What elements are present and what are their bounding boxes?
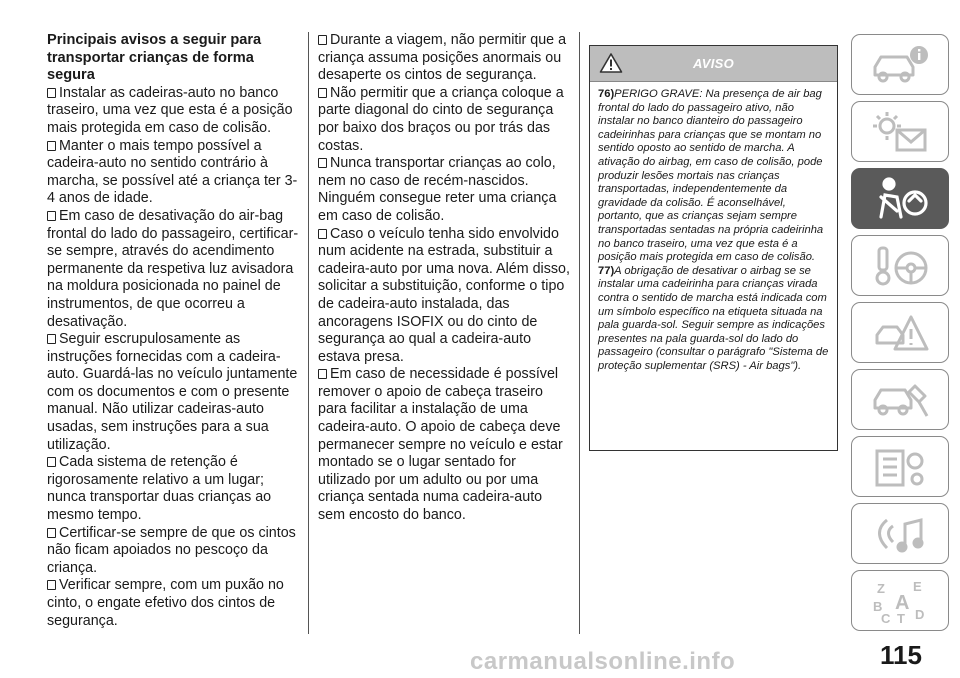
warning-title: AVISO	[693, 56, 734, 71]
data-gear-icon	[867, 443, 933, 491]
warning-header	[590, 46, 837, 82]
tab-alphabet-index[interactable]	[851, 570, 949, 631]
checkbox-bullet-icon	[47, 211, 56, 221]
checkbox-bullet-icon	[318, 158, 327, 168]
list-item: Seguir escrupulosamente as instruções fornecidas com a cadeira-auto. Guardá-las no veículo juntamente com os documentos e com o presente manual. Não utilizar cadeiras-auto usadas, sem instruções para a sua utilização.	[47, 331, 298, 453]
warning-item: 76)PERIGO GRAVE: Na presença de air bag frontal do lado do passageiro ativo, não instalar no banco dianteiro do passageiro cadeirinhas para crianças que se montam no sentido oposto ao sentido de marcha. A ativação do airbag, em caso de colisão, pode produzir lesões mortais nas crianças transportadas, independentemente da gravidade da colisão. É aconselhável, portanto, que as crianças sejam sempre transportadas sentadas na própria cadeirinha no banco traseiro, uma vez que esta é a posição mais protegida em caso de colisão.	[598, 88, 824, 264]
car-info-icon	[867, 41, 933, 89]
list-item: Instalar as cadeiras-auto no banco traseiro, uma vez que esta é a posição mais protegida em caso de colisão.	[47, 84, 293, 136]
watermark: carmanualsonline.info	[470, 648, 736, 675]
index-letter: A	[895, 591, 910, 614]
page-number: 115	[880, 640, 922, 670]
list-item: Caso o veículo tenha sido envolvido num acidente na estrada, substituir a cadeira-auto por uma nova. Além disso, solicitar a substituição, conforme o tipo de cadeira-auto instalada, das ancoragens ISOFIX ou do cinto de segurança ao qual a cadeira-auto estava presa.	[318, 225, 570, 365]
checkbox-bullet-icon	[318, 369, 327, 379]
tab-key-steering[interactable]	[851, 235, 949, 296]
warning-lights-icon	[867, 108, 933, 156]
list-item: Certificar-se sempre de que os cintos não ficam apoiados no pescoço da criança.	[47, 524, 296, 576]
checkbox-bullet-icon	[47, 528, 56, 538]
tab-seatbelt-airbag[interactable]	[851, 168, 949, 229]
warning-number: 77)	[598, 264, 615, 277]
index-letter: B	[873, 598, 883, 614]
list-item: Verificar sempre, com um puxão no cinto, o engate efetivo dos cintos de segurança.	[47, 577, 284, 629]
list-item: Durante a viagem, não permitir que a criança assuma posições anormais ou desaperte os cintos de segurança.	[318, 32, 567, 84]
index-letter: T	[897, 610, 905, 625]
tab-data-gear[interactable]	[851, 436, 949, 497]
index-letter: E	[913, 578, 922, 594]
list-item: Nunca transportar crianças ao colo, nem no caso de recém-nascidos. Ninguém consegue reter uma criança em caso de colisão.	[318, 155, 557, 224]
key-steering-icon	[867, 242, 933, 290]
list-item: Não permitir que a criança coloque a parte diagonal do cinto de segurança por baixo dos braços ou por trás das costas.	[318, 84, 564, 154]
car-service-icon	[867, 376, 933, 424]
list-item: Cada sistema de retenção é rigorosamente relativo a um lugar; nunca transportar duas crianças ao mesmo tempo.	[47, 454, 272, 524]
list-item: Em caso de necessidade é possível remover o apoio de cabeça traseiro para facilitar a instalação de uma cadeira-auto. O apoio de cabeça deve permanecer sempre no veículo e estar montado se o lugar sentado for utilizado por um adulto ou por uma criança sentada numa cadeira-auto sem encosto do banco.	[318, 366, 563, 524]
alphabet-index-icon	[867, 577, 933, 625]
index-letter: Z	[877, 580, 885, 596]
checkbox-bullet-icon	[47, 334, 56, 344]
index-letter: D	[915, 606, 925, 622]
checkbox-bullet-icon	[47, 88, 56, 98]
column-divider	[579, 32, 580, 634]
warning-item: 77)A obrigação de desativar o airbag se se instalar uma cadeirinha para crianças virada contra o sentido de marcha está indicada com um símbolo específico na etiqueta situada na pala guarda-sol. Seguir sempre as indicações presentes na pala guarda-sol do lado do passageiro (consultar o parágrafo "Sistema de proteção suplementar (SRS) - Air bags").	[598, 264, 829, 372]
tab-warning-triangle[interactable]	[851, 302, 949, 363]
checkbox-bullet-icon	[47, 457, 56, 467]
column-middle	[318, 32, 570, 525]
index-letter: C	[881, 610, 891, 625]
seatbelt-airbag-icon	[867, 175, 933, 223]
tab-car-service[interactable]	[851, 369, 949, 430]
checkbox-bullet-icon	[47, 141, 56, 151]
list-item: Em caso de desativação do air-bag frontal do lado do passageiro, certificar-se sempre, através do acendimento permanente da respetiva luz avisadora na moldura posicionada no painel de instrumentos, de que ocorreu a desativação.	[47, 207, 299, 330]
tab-car-info[interactable]	[851, 34, 949, 95]
column-divider	[308, 32, 309, 634]
checkbox-bullet-icon	[318, 88, 327, 98]
warning-box	[589, 45, 838, 451]
section-heading: Principais avisos a seguir para transportar crianças de forma segura	[47, 32, 262, 84]
checkbox-bullet-icon	[47, 580, 56, 590]
warning-number: 76)	[598, 88, 615, 100]
media-nav-icon	[867, 510, 933, 558]
warning-body	[590, 82, 837, 373]
list-item: Manter o mais tempo possível a cadeira-auto no sentido contrário à marcha, se possível até a criança ter 3-4 anos de idade.	[47, 137, 298, 207]
warning-triangle-icon	[867, 309, 933, 357]
column-left	[47, 32, 299, 630]
checkbox-bullet-icon	[318, 35, 327, 45]
checkbox-bullet-icon	[318, 229, 327, 239]
tab-media-nav[interactable]	[851, 503, 949, 564]
tab-warning-lights[interactable]	[851, 101, 949, 162]
